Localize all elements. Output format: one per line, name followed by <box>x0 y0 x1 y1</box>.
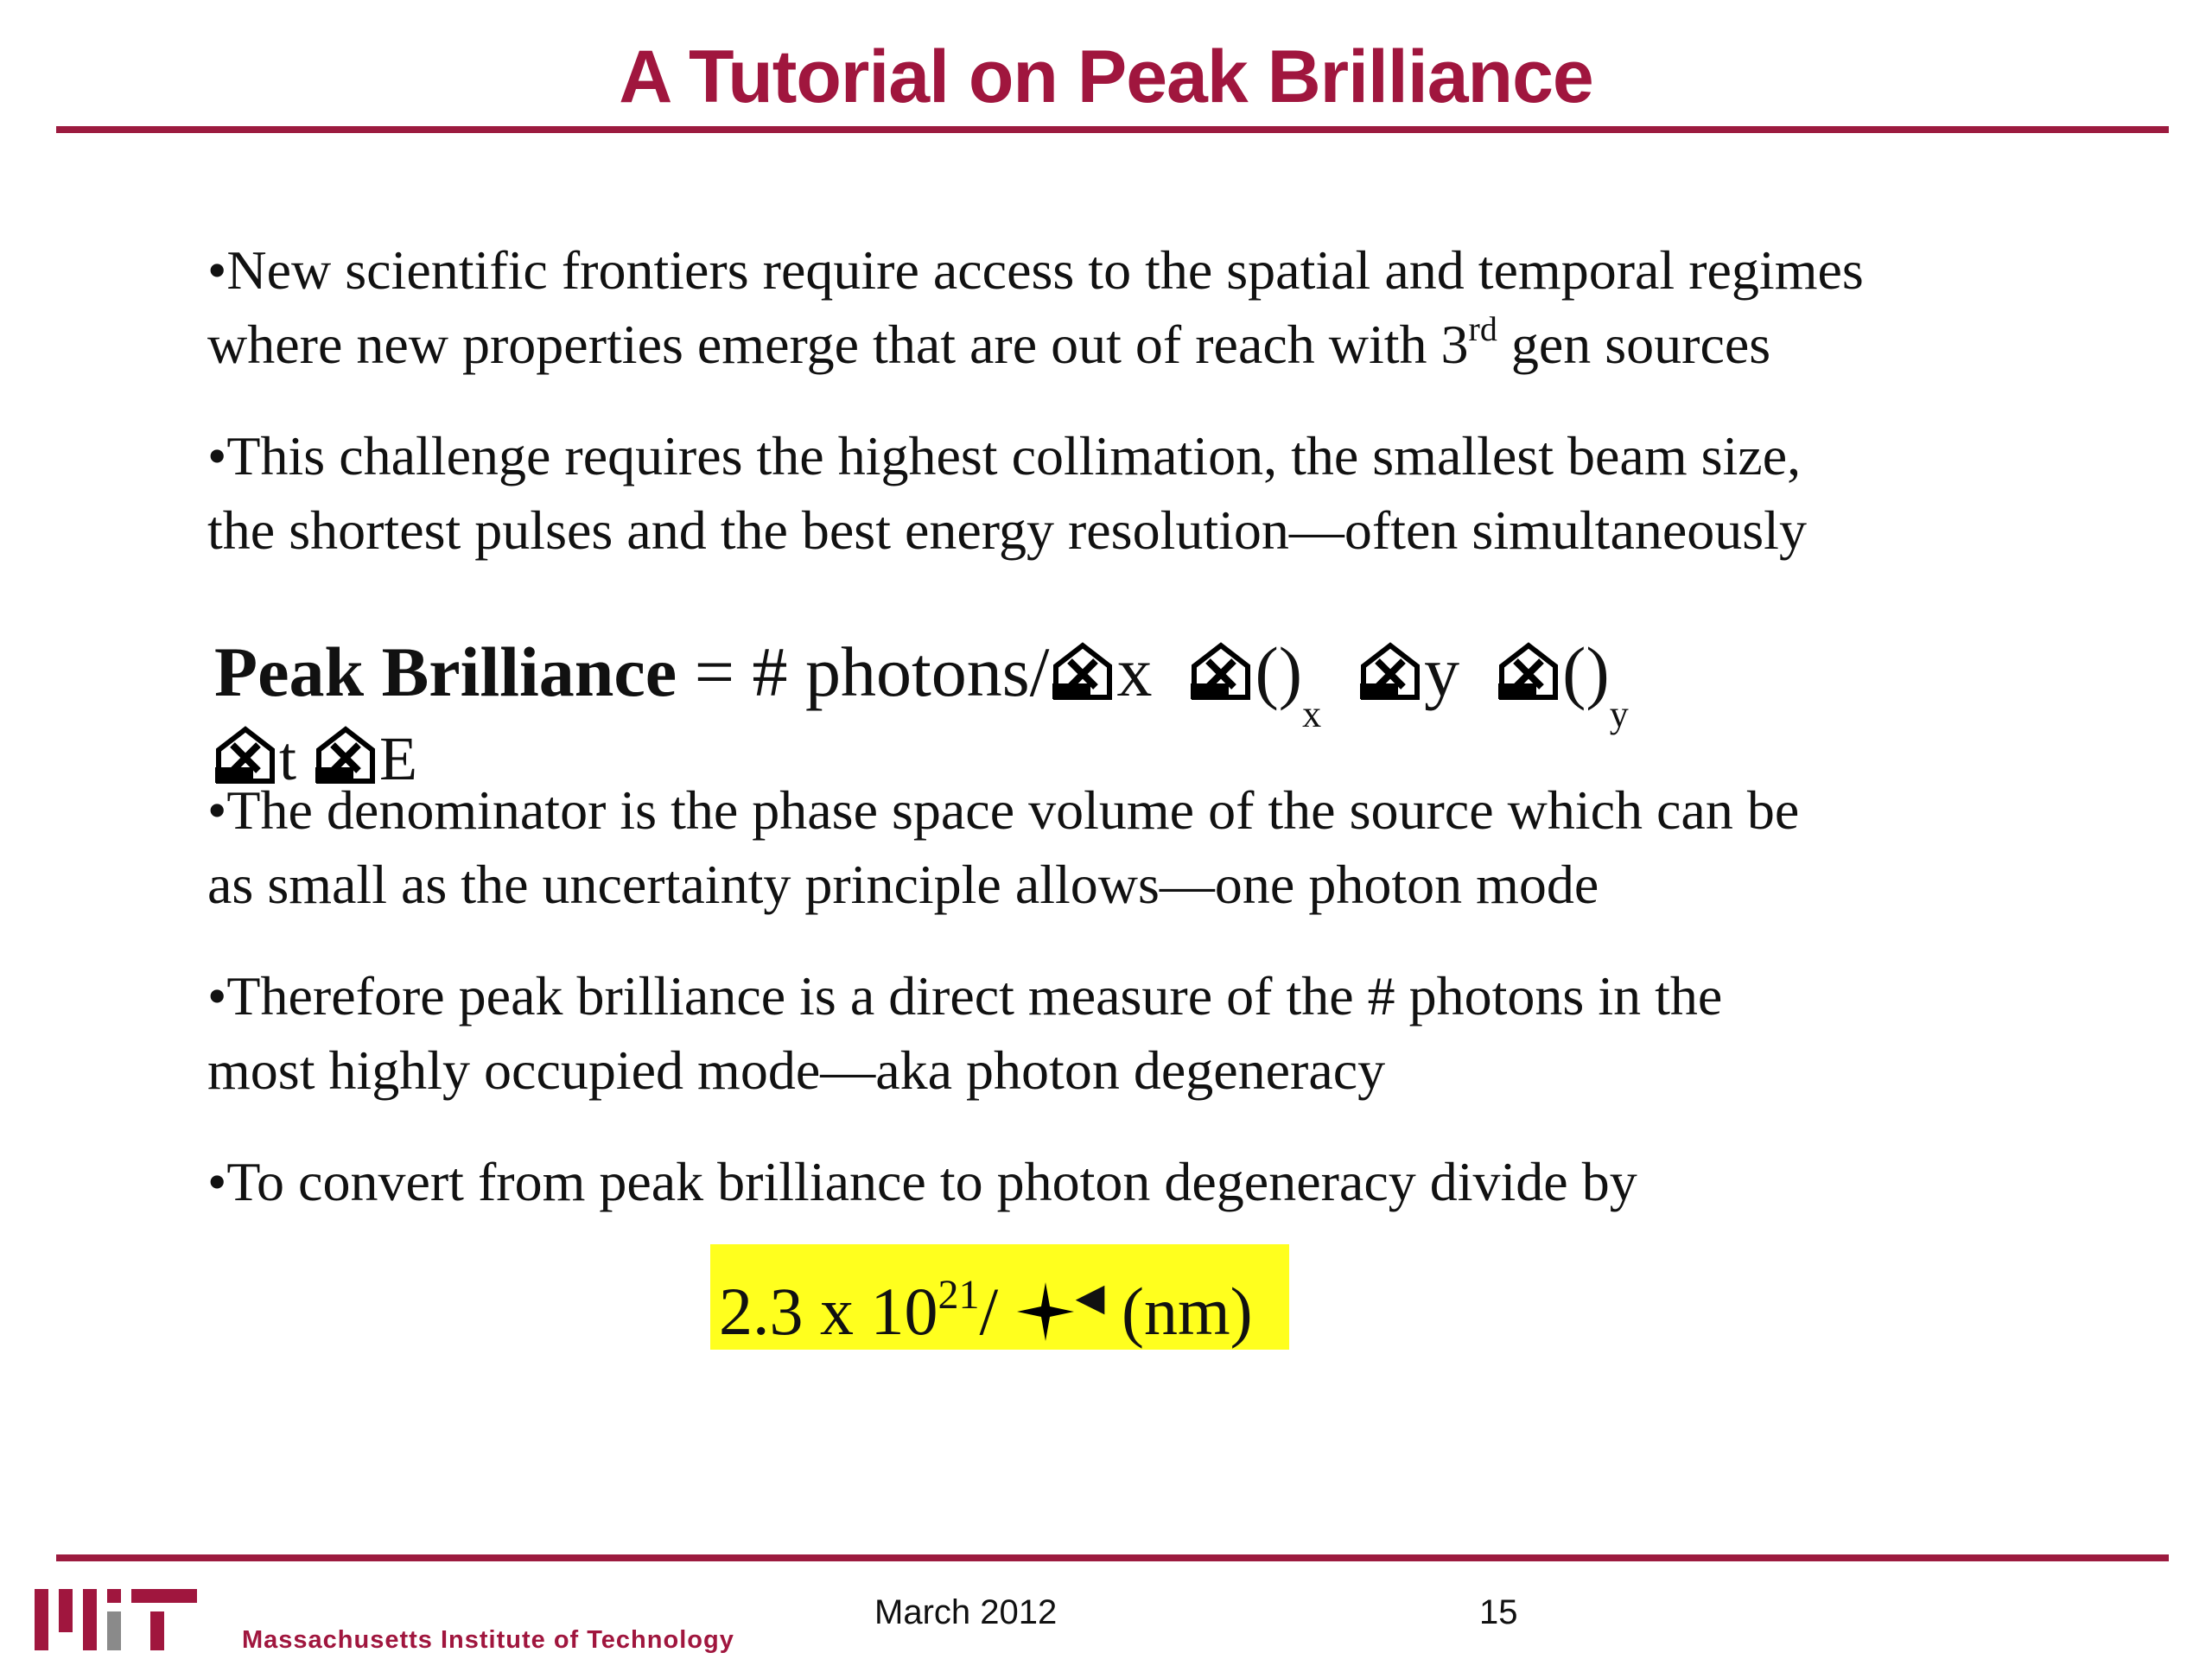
footer-date: March 2012 <box>874 1593 1058 1631</box>
conversion-exponent: 21 <box>938 1272 980 1318</box>
broken-symbol-icon <box>1495 638 1562 700</box>
bullet-2 <box>207 419 2143 568</box>
formula-e: E <box>379 724 417 793</box>
bullet-1-line-2 <box>207 308 2143 382</box>
formula-sub-y: y <box>1609 693 1629 735</box>
conversion-slash: / <box>979 1274 1015 1349</box>
formula-t: t <box>279 724 297 793</box>
bullet-3-line-2: as small as the uncertainty principle allows—one photon mode <box>207 854 1599 915</box>
broken-lambda-icon <box>1015 1277 1076 1339</box>
bullet-4-line-1: •Therefore peak brilliance is a direct measure of the # photons in the <box>207 965 1723 1027</box>
peak-brilliance-formula <box>214 631 1629 756</box>
broken-paren-icon: () <box>1562 632 1610 711</box>
bullet-2-line-1: •This challenge requires the highest collimation, the smallest beam size, <box>207 425 1802 486</box>
slide-title: A Tutorial on Peak Brilliance <box>619 35 1593 118</box>
superscript-rd: rd <box>1468 309 1497 348</box>
bullet-5 <box>207 1145 2143 1219</box>
broken-symbol-icon <box>1049 638 1116 700</box>
formula-numerator: = # photons/ <box>677 632 1050 711</box>
broken-paren-icon: () <box>1255 632 1303 711</box>
conversion-formula <box>719 1255 1253 1355</box>
bullet-3-line-1: •The denominator is the phase space volume of the source which can be <box>207 779 1800 841</box>
bullet-1-line-2-text: where new properties emerge that are out of reach with 3 <box>207 314 1469 375</box>
conversion-unit: (nm) <box>1104 1274 1253 1349</box>
bullet-3 <box>207 773 2143 922</box>
conversion-coefficient: 2.3 x 10 <box>719 1274 938 1349</box>
footer-rule <box>56 1554 2169 1561</box>
formula-x: x <box>1116 632 1153 711</box>
bullet-1-line-2-end: gen sources <box>1497 314 1771 375</box>
bullet-4 <box>207 959 2143 1108</box>
bullet-1-line-1: •New scientific frontiers require access to the spatial and temporal regimes <box>207 239 1864 301</box>
broken-symbol-icon <box>1187 638 1255 700</box>
bullet-5-line-1: •To convert from peak brilliance to photon degeneracy divide by <box>207 1151 1637 1212</box>
bullet-4-line-2: most highly occupied mode—aka photon degeneracy <box>207 1039 1386 1101</box>
broken-superscript-icon: ◀ <box>1075 1276 1105 1319</box>
bullet-1 <box>207 233 2143 382</box>
formula-sub-x: x <box>1302 693 1322 735</box>
organization-name: Massachusetts Institute of Technology <box>242 1626 734 1654</box>
bullet-2-line-2: the shortest pulses and the best energy resolution—often simultaneously <box>207 499 1807 561</box>
broken-symbol-icon <box>1357 638 1424 700</box>
title-rule <box>56 126 2169 133</box>
page-number: 15 <box>1479 1593 1518 1631</box>
formula-lhs: Peak Brilliance <box>214 632 677 711</box>
formula-y: y <box>1424 632 1460 711</box>
mit-logo-icon <box>35 1586 199 1650</box>
